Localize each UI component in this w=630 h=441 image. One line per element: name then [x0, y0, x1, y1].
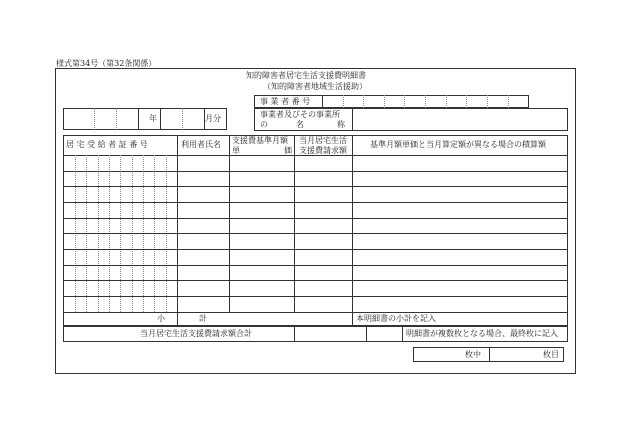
col-recipient-cert: 居 宅 受 給 者 証 番 号	[66, 140, 148, 149]
form-label: 様式第34号（第32条関係）	[56, 59, 157, 68]
col-base-price-2b: 価	[284, 146, 292, 155]
detail-table	[63, 135, 568, 326]
provider-name-label-2b: 名	[296, 120, 304, 129]
subtotal-note: 本明細書の小計を記入	[356, 314, 436, 323]
provider-name-label-2a: の	[260, 120, 268, 129]
col-user-name: 利用者氏名	[181, 140, 221, 149]
sheet-of-label: 枚中	[465, 350, 481, 359]
col-base-price-2a: 単	[232, 146, 240, 155]
col-claim-2: 支援費請求額	[299, 146, 347, 155]
subtotal-label-b: 計	[199, 314, 207, 323]
provider-name-label-1: 事業者及びその事業所	[260, 110, 340, 119]
provider-name-label-2c: 称	[337, 120, 345, 129]
subtotal-label-a: 小	[157, 314, 165, 323]
total-note: 明細書が複数枚となる場合、最終枚に記入	[406, 329, 558, 338]
form-subtitle: （知的障害者地域生活援助）	[263, 82, 367, 91]
form-title: 知的障害者居宅生活支援費明細書	[246, 71, 366, 80]
year-label: 年	[149, 114, 157, 123]
period-box	[63, 108, 227, 130]
col-basis: 基準月額単価と当月算定額が異なる場合の積算額	[370, 140, 546, 149]
sheet-num-label: 枚目	[543, 350, 559, 359]
provider-number-label: 事 業 者 番 号	[260, 97, 311, 106]
total-label: 当月居宅生活支援費請求額合計	[140, 329, 252, 338]
col-claim-1: 当月居宅生活	[299, 136, 347, 145]
col-base-price-1: 支援費基準月額	[232, 136, 288, 145]
month-label: 月分	[205, 114, 221, 123]
